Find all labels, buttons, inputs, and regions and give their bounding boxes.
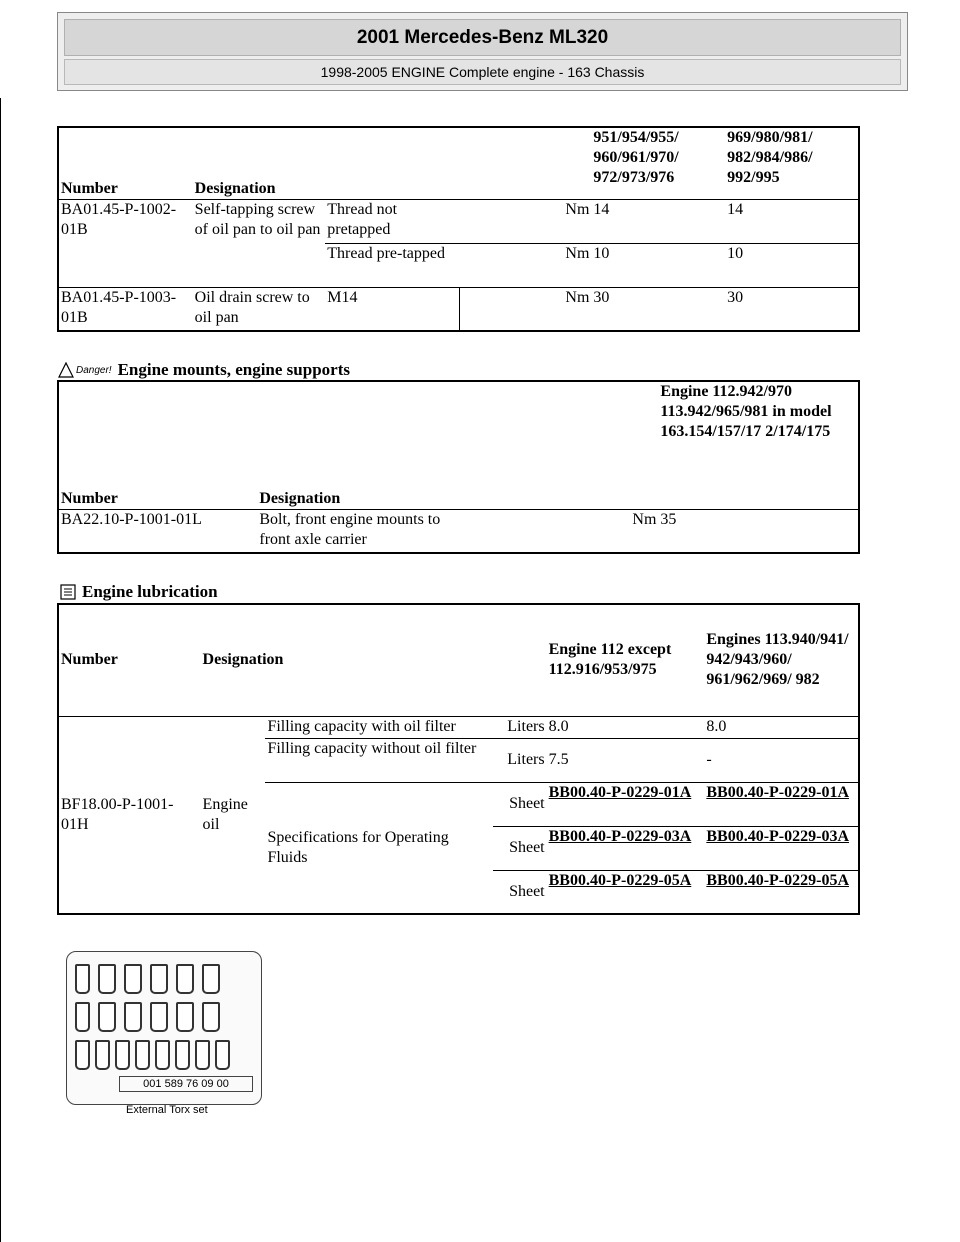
- row-number: BA01.45-P-1003-01B: [58, 287, 193, 331]
- row-label: Specifications for Operating Fluids: [265, 782, 492, 914]
- header-designation: Designation: [194, 179, 276, 197]
- tool-row-3: [75, 1040, 230, 1070]
- row-subtype: Thread not pretapped: [325, 199, 460, 243]
- note-icon: [60, 584, 76, 600]
- spec-link-01a-engine-112[interactable]: [547, 782, 705, 826]
- torx-socket-icon: [150, 964, 168, 994]
- torx-socket-icon: [124, 964, 142, 994]
- tool-caption: External Torx set: [126, 1104, 208, 1116]
- spec-link-text[interactable]: BB00.40-P-0229-03A: [706, 827, 849, 845]
- spec-link-text[interactable]: BB00.40-P-0229-05A: [548, 871, 692, 889]
- torx-socket-icon: [75, 1002, 90, 1032]
- row-value-2: 14: [725, 199, 859, 243]
- row-unit: Sheet: [493, 782, 547, 826]
- torx-socket-icon: [155, 1040, 170, 1070]
- row-unit: Nm: [460, 199, 591, 243]
- row-subtype: Thread pre-tapped: [325, 243, 460, 287]
- row-value-1: 10: [591, 243, 725, 287]
- row-unit: Nm: [460, 287, 591, 331]
- row-designation: Engine oil: [201, 716, 266, 914]
- header-number: Number: [61, 489, 118, 507]
- row-unit: Sheet: [493, 870, 547, 914]
- row-unit: Nm: [460, 243, 591, 287]
- spec-link-03a-engine-112[interactable]: [547, 826, 705, 870]
- header-designation: Designation: [259, 489, 341, 507]
- row-value-2: 30: [725, 287, 859, 331]
- spec-link-text[interactable]: BB00.40-P-0229-01A: [706, 783, 849, 801]
- document-header: [57, 12, 908, 91]
- row-subtype: M14: [325, 287, 460, 331]
- row-value-1: 14: [591, 199, 725, 243]
- row-unit: Nm: [632, 510, 657, 528]
- row-designation-text: Bolt, front engine mounts to front axle carrier: [259, 510, 441, 548]
- section-title: Engine lubrication: [82, 582, 218, 601]
- header-number: Number: [61, 179, 118, 197]
- header-engine-group-1: 951/954/955/ 960/961/970/ 972/973/976: [593, 129, 679, 186]
- torx-socket-icon: [98, 964, 116, 994]
- tool-row-2: [75, 1002, 220, 1032]
- row-designation: Self-tapping screw of oil pan to oil pan: [193, 199, 326, 287]
- spec-link-05a-engines-113[interactable]: [704, 870, 859, 914]
- row-number: BA01.45-P-1002-01B: [58, 199, 193, 287]
- tool-part-number: 001 589 76 09 00: [119, 1076, 253, 1092]
- page-left-rule: [0, 98, 1, 1242]
- row-label: Filling capacity with oil filter: [265, 716, 492, 738]
- row-value-2: 10: [725, 243, 859, 287]
- warning-triangle-icon: [58, 362, 74, 378]
- row-value-1: 7.5: [547, 738, 705, 782]
- torx-socket-icon: [98, 1002, 116, 1032]
- torx-socket-icon: [75, 964, 90, 994]
- document-subtitle: 1998-2005 ENGINE Complete engine - 163 Chassis: [64, 59, 901, 85]
- section-heading-engine-mounts: [58, 360, 350, 380]
- tool-row-1: [75, 964, 220, 994]
- header-engines-113: Engines 113.940/941/ 942/943/960/ 961/962/969/ 982: [706, 631, 849, 689]
- row-value-2: -: [704, 738, 859, 782]
- section-heading-engine-lubrication: [60, 582, 218, 602]
- row-unit: Sheet: [493, 826, 547, 870]
- torx-socket-icon: [124, 1002, 142, 1032]
- torx-socket-icon: [115, 1040, 130, 1070]
- section-title: Engine mounts, engine supports: [117, 360, 350, 379]
- row-label: Filling capacity without oil filter: [265, 738, 492, 782]
- row-number: BF18.00-P-1001-01H: [58, 716, 201, 914]
- header-engine: Engine 112.942/970 113.942/965/981 in model 163.154/157/17 2/174/175: [660, 383, 832, 440]
- engine-oil-table: [57, 603, 860, 915]
- torx-socket-icon: [176, 964, 194, 994]
- torx-socket-icon: [215, 1040, 230, 1070]
- torx-socket-icon: [202, 964, 220, 994]
- torx-socket-icon: [95, 1040, 110, 1070]
- row-number: BA22.10-P-1001-01L: [58, 509, 257, 553]
- header-designation: Designation: [202, 651, 284, 669]
- row-unit: Liters: [493, 738, 547, 782]
- spec-link-03a-engines-113[interactable]: [704, 826, 859, 870]
- torx-set-illustration: [66, 951, 262, 1105]
- torx-socket-icon: [195, 1040, 210, 1070]
- header-number: Number: [61, 651, 118, 669]
- row-value-1: 8.0: [547, 716, 705, 738]
- header-engine-group-2: 969/980/981/ 982/984/986/ 992/995: [727, 129, 813, 186]
- danger-badge: Danger!: [76, 364, 112, 376]
- torx-socket-icon: [150, 1002, 168, 1032]
- row-value-1: 30: [591, 287, 725, 331]
- oil-pan-torque-table: [57, 126, 860, 332]
- torx-socket-icon: [135, 1040, 150, 1070]
- spec-link-05a-engine-112[interactable]: [547, 870, 705, 914]
- engine-mounts-table: [57, 380, 860, 554]
- row-value-2: 8.0: [704, 716, 859, 738]
- row-unit: Liters: [493, 716, 547, 738]
- torx-socket-icon: [176, 1002, 194, 1032]
- spec-link-text[interactable]: BB00.40-P-0229-05A: [706, 871, 849, 889]
- row-value: 35: [658, 509, 859, 553]
- torx-socket-icon: [175, 1040, 190, 1070]
- header-engine-112: Engine 112 except 112.916/953/975: [548, 641, 672, 679]
- spec-link-text[interactable]: BB00.40-P-0229-03A: [548, 827, 692, 845]
- spec-link-text[interactable]: BB00.40-P-0229-01A: [548, 783, 692, 801]
- row-designation: Oil drain screw to oil pan: [193, 287, 326, 331]
- torx-socket-icon: [75, 1040, 90, 1070]
- torx-socket-icon: [202, 1002, 220, 1032]
- spec-link-01a-engines-113[interactable]: [704, 782, 859, 826]
- document-title: 2001 Mercedes-Benz ML320: [64, 19, 901, 56]
- row-designation: [257, 509, 658, 553]
